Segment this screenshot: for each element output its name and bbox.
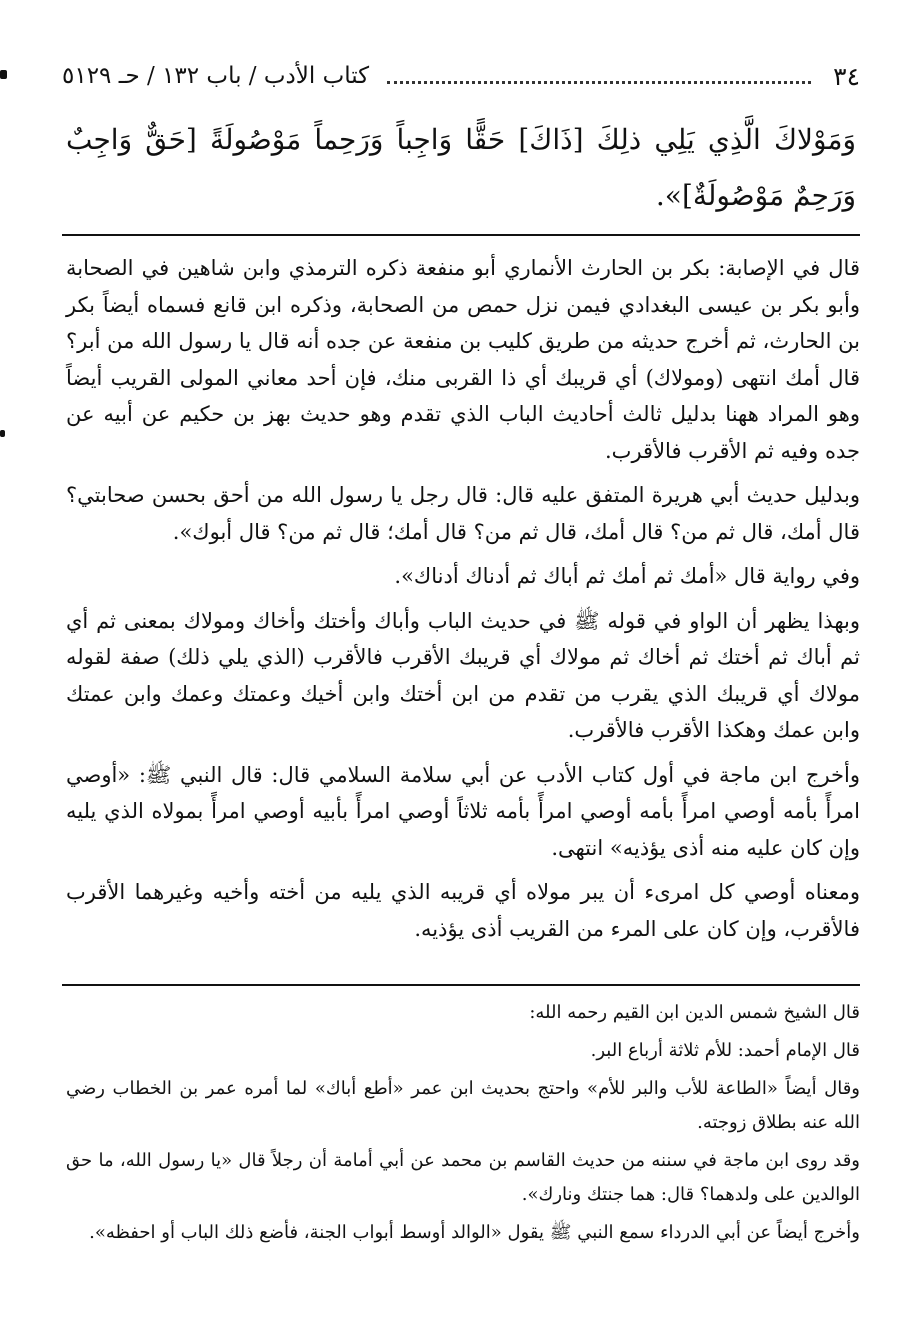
commentary-paragraph: وبدليل حديث أبي هريرة المتفق عليه قال: قال رجل يا رسول الله من أحق بحسن صحابتي؟ قال أمك، قال ثم من؟ قال أمك، قال ثم من؟ قال أمك؛ قال ثم من؟ قال أبوك». [66, 483, 860, 544]
commentary-paragraph: وفي رواية قال «أمك ثم أمك ثم أباك ثم أدناك أدناك». [394, 564, 860, 588]
note-paragraph: وقد روى ابن ماجة في سننه من حديث القاسم بن محمد عن أبي أمامة أن رجلاً قال «يا رسول الله، ما حق الوالدين على ولدهما؟ قال: هما جنتك ونارك». [66, 1150, 860, 1205]
note-paragraph: وأخرج أيضاً عن أبي الدرداء سمع النبي ﷺ يقول «الوالد أوسط أبواب الجنة، فأضع ذلك الباب أو احفظه». [89, 1222, 860, 1243]
note-paragraph: وقال أيضاً «الطاعة للأب والبر للأم» واحتج بحديث ابن عمر «أطع أباك» لما أمره عمر بن الخطاب رضي الله عنه بطلاق زوجته. [66, 1078, 860, 1133]
commentary-paragraph: وأخرج ابن ماجة في أول كتاب الأدب عن أبي سلامة السلامي قال: قال النبي ﷺ: «أوصي امرأً بأمه أوصي امرأً بأمه أوصي امرأً بأمه ثلاثاً أوصي امرأً بأبيه أوصي امرأً بمولاه الذي يليه وإن كان عليه منه أذى يؤذيه» انتهى. [66, 762, 860, 860]
footnotes-section [66, 996, 860, 1254]
note-paragraph: قال الشيخ شمس الدين ابن القيم رحمه الله: [529, 1002, 860, 1023]
scan-edge-mark-top [0, 70, 7, 79]
divider-bottom [62, 984, 860, 986]
commentary-paragraph: قال في الإصابة: بكر بن الحارث الأنماري أبو منفعة ذكره الترمذي وابن شاهين في الصحابة وأبو بكر بن عيسى البغدادي فيمن نزل حمص من الصحابة، وذكره ابن قانع فسماه أيضاً بكر بن الحارث، ثم أخرج حديثه من طريق كليب بن منفعة عن جده أنه قال يا رسول الله من أبر؟ قال أمك انتهى (ومولاك) أي قريبك أي ذا القربى منك، فإن أحد معاني المولى القريب أيضاً وهو المراد ههنا بدليل ثالث أحاديث الباب الذي تقدم وهو حديث بهز بن حكيم عن أبيه عن جده وفيه ثم الأقرب فالأقرب. [66, 256, 860, 463]
commentary-section [66, 250, 860, 955]
scan-edge-mark-middle [0, 430, 5, 437]
page-number: ٣٤ [833, 61, 860, 91]
commentary-paragraph: وبهذا يظهر أن الواو في قوله ﷺ في حديث الباب وأباك وأختك وأخاك ومولاك بمعنى ثم أي ثم أباك ثم أختك ثم أخاك ثم مولاك أي قريبك الأقرب فالأقرب (الذي يلي ذلك) صفة لقوله مولاك أي قريبك الذي يقرب من تقدم من ابن أختك وابن أخيك وعمتك وعمك وابن عمتك وابن عمك وهكذا الأقرب فالأقرب. [66, 608, 860, 742]
header-dotted-leader [387, 69, 811, 84]
commentary-paragraph: ومعناه أوصي كل امرىء أن يبر مولاه أي قريبه الذي يليه من أخته وأخيه وغيرهما الأقرب فالأقرب، وإن كان على المرء من القريب أذى يؤذيه. [66, 880, 860, 941]
running-title: كتاب الأدب / باب ١٣٢ / حـ ٥١٢٩ [62, 63, 370, 89]
page-header [62, 58, 860, 94]
note-paragraph: قال الإمام أحمد: للأم ثلاثة أرباع البر. [590, 1040, 860, 1061]
hadith-text: وَمَوْلاكَ الَّذِي يَلِي ذلِكَ [ذَاكَ] حَقًّا وَاجِباً وَرَحِماً مَوْصُولَةً [حَقٌّ وَاجِبٌ وَرَحِمٌ مَوْصُولَةٌ]». [66, 123, 856, 212]
divider-top [62, 234, 860, 236]
